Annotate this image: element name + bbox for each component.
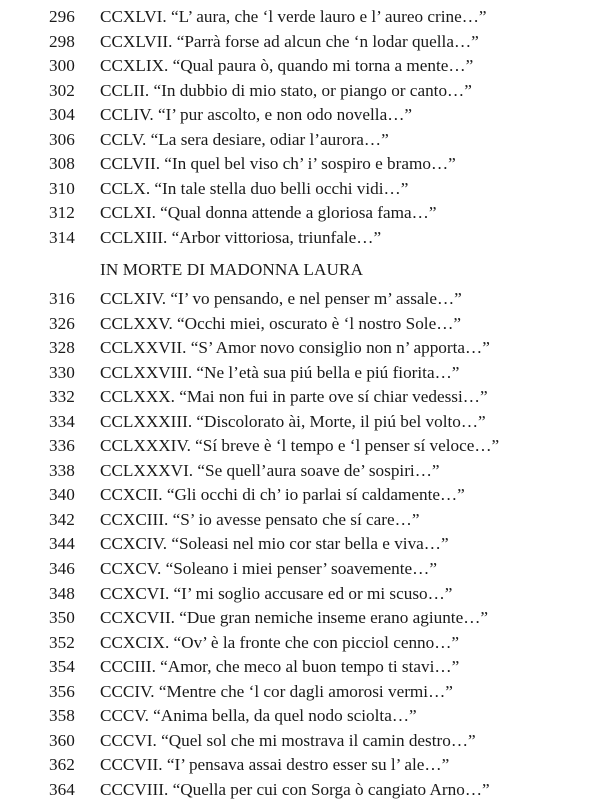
page-number: 314: [49, 227, 75, 247]
page-number: 348: [49, 583, 75, 603]
page-number: 362: [49, 755, 75, 775]
poem-title: CCLXXV. “Occhi miei, oscurato è ‘l nostro Sole…”: [100, 313, 462, 333]
toc-entry: [0, 459, 600, 484]
toc-entry: [0, 680, 600, 705]
poem-title: CCCIII. “Amor, che meco al buon tempo ti stavi…”: [100, 657, 460, 677]
page-number: 364: [49, 779, 75, 799]
page-number: 302: [49, 80, 75, 100]
page-number: 308: [49, 154, 75, 174]
toc-entry: [0, 336, 600, 361]
poem-title: CCXLIX. “Qual paura ò, quando mi torna a mente…”: [100, 56, 474, 76]
poem-title: CCLXI. “Qual donna attende a gloriosa fama…”: [100, 203, 437, 223]
poem-title: CCLXIV. “I’ vo pensando, e nel penser m’ assale…”: [100, 289, 462, 308]
poem-title: CCXCV. “Soleano i miei penser’ soavemente…”: [100, 559, 437, 579]
toc-entry: [0, 606, 600, 631]
page-number: 354: [49, 657, 75, 677]
toc-entry: [0, 704, 600, 729]
poem-title: CCCVI. “Quel sol che mi mostrava il camin destro…”: [100, 730, 476, 750]
page-number: 316: [49, 289, 75, 308]
page-number: 328: [49, 338, 75, 358]
toc-entry: [0, 79, 600, 104]
poem-title: CCXCIII. “S’ io avesse pensato che sí care…”: [100, 509, 420, 529]
poem-title: CCLVII. “In quel bel viso ch’ i’ sospiro e bramo…”: [100, 154, 456, 174]
toc-list-in-vita: [0, 5, 600, 250]
toc-entry: [0, 54, 600, 79]
poem-title: CCCVII. “I’ pensava assai destro esser su l’ ale…”: [100, 755, 450, 775]
page-number: 338: [49, 460, 75, 480]
poem-title: CCXCIX. “Ov’ è la fronte che con picciol cenno…”: [100, 632, 460, 652]
toc-entry: [0, 361, 600, 386]
page-number: 356: [49, 681, 75, 701]
poem-title: CCLIV. “I’ pur ascolto, e non odo novella…”: [100, 105, 413, 125]
toc-entry: [0, 753, 600, 778]
page-number: 334: [49, 411, 75, 431]
page-number: 360: [49, 730, 75, 750]
poem-title: CCCIV. “Mentre che ‘l cor dagli amorosi vermi…”: [100, 681, 453, 701]
page-number: 358: [49, 706, 75, 726]
toc-entry: [0, 582, 600, 607]
toc-entry: [0, 434, 600, 459]
toc-entry: [0, 177, 600, 202]
toc-entry: [0, 103, 600, 128]
toc-entry: [0, 385, 600, 410]
toc-entry: [0, 287, 600, 312]
page-number: 344: [49, 534, 75, 554]
page-number: 346: [49, 559, 75, 579]
page-number: 304: [49, 105, 75, 125]
page-number: 300: [49, 56, 75, 76]
poem-title: CCLXXXIII. “Discolorato ài, Morte, il piú bel volto…”: [100, 411, 486, 431]
toc-entry: [0, 201, 600, 226]
toc-entry: [0, 410, 600, 435]
poem-title: CCCV. “Anima bella, da quel nodo sciolta…”: [100, 706, 417, 726]
page-number: 342: [49, 509, 75, 529]
poem-title: CCLXXX. “Mai non fui in parte ove sí chiar vedessi…”: [100, 387, 488, 407]
poem-title: CCXLVI. “L’ aura, che ‘l verde lauro e l’ aureo crine…”: [100, 7, 487, 26]
toc-entry: [0, 226, 600, 251]
poem-title: CCXCIV. “Soleasi nel mio cor star bella e viva…”: [100, 534, 449, 554]
page-number: 350: [49, 608, 75, 628]
poem-title: CCLXIII. “Arbor vittoriosa, triunfale…”: [100, 227, 382, 247]
page-number: 312: [49, 203, 75, 223]
page-number: 296: [49, 7, 75, 26]
toc-entry: [0, 532, 600, 557]
poem-title: CCLXXVIII. “Ne l’età sua piú bella e piú fiorita…”: [100, 362, 460, 382]
toc-entry: [0, 30, 600, 55]
poem-title: CCLV. “La sera desiare, odiar l’aurora…”: [100, 129, 389, 149]
toc-entry: [0, 508, 600, 533]
poem-title: CCXCII. “Gli occhi di ch’ io parlai sí caldamente…”: [100, 485, 465, 505]
page-number: 332: [49, 387, 75, 407]
page-number: 298: [49, 31, 75, 51]
page-number: 352: [49, 632, 75, 652]
page-number: 340: [49, 485, 75, 505]
toc-entry: [0, 128, 600, 153]
section-heading: IN MORTE DI MADONNA LAURA: [100, 260, 364, 279]
toc-entry: [0, 312, 600, 337]
page-number: 310: [49, 178, 75, 198]
poem-title: CCLII. “In dubbio di mio stato, or piango or canto…”: [100, 80, 472, 100]
toc-entry: [0, 5, 600, 30]
poem-title: CCXCVI. “I’ mi soglio accusare ed or mi scuso…”: [100, 583, 453, 603]
page-number: 336: [49, 436, 75, 456]
poem-title: CCLXXXVI. “Se quell’aura soave de’ sospiri…”: [100, 460, 440, 480]
toc-entry: [0, 152, 600, 177]
poem-title: CCXLVII. “Parrà forse ad alcun che ‘n lodar quella…”: [100, 31, 479, 51]
toc-entry: [0, 631, 600, 656]
page-number: 326: [49, 313, 75, 333]
poem-title: CCLXXXIV. “Sí breve è ‘l tempo e ‘l penser sí veloce…”: [100, 436, 500, 456]
toc-list-in-morte: [0, 287, 600, 802]
page-number: 330: [49, 362, 75, 382]
poem-title: CCXCVII. “Due gran nemiche inseme erano agiunte…”: [100, 608, 489, 628]
poem-title: CCLXXVII. “S’ Amor novo consiglio non n’ apporta…”: [100, 338, 490, 358]
poem-title: CCLX. “In tale stella duo belli occhi vidi…”: [100, 178, 409, 198]
toc-entry: [0, 557, 600, 582]
toc-entry: [0, 778, 600, 802]
page-number: 306: [49, 129, 75, 149]
poem-title: CCCVIII. “Quella per cui con Sorga ò cangiato Arno…”: [100, 779, 490, 799]
toc-entry: [0, 483, 600, 508]
toc-entry: [0, 655, 600, 680]
